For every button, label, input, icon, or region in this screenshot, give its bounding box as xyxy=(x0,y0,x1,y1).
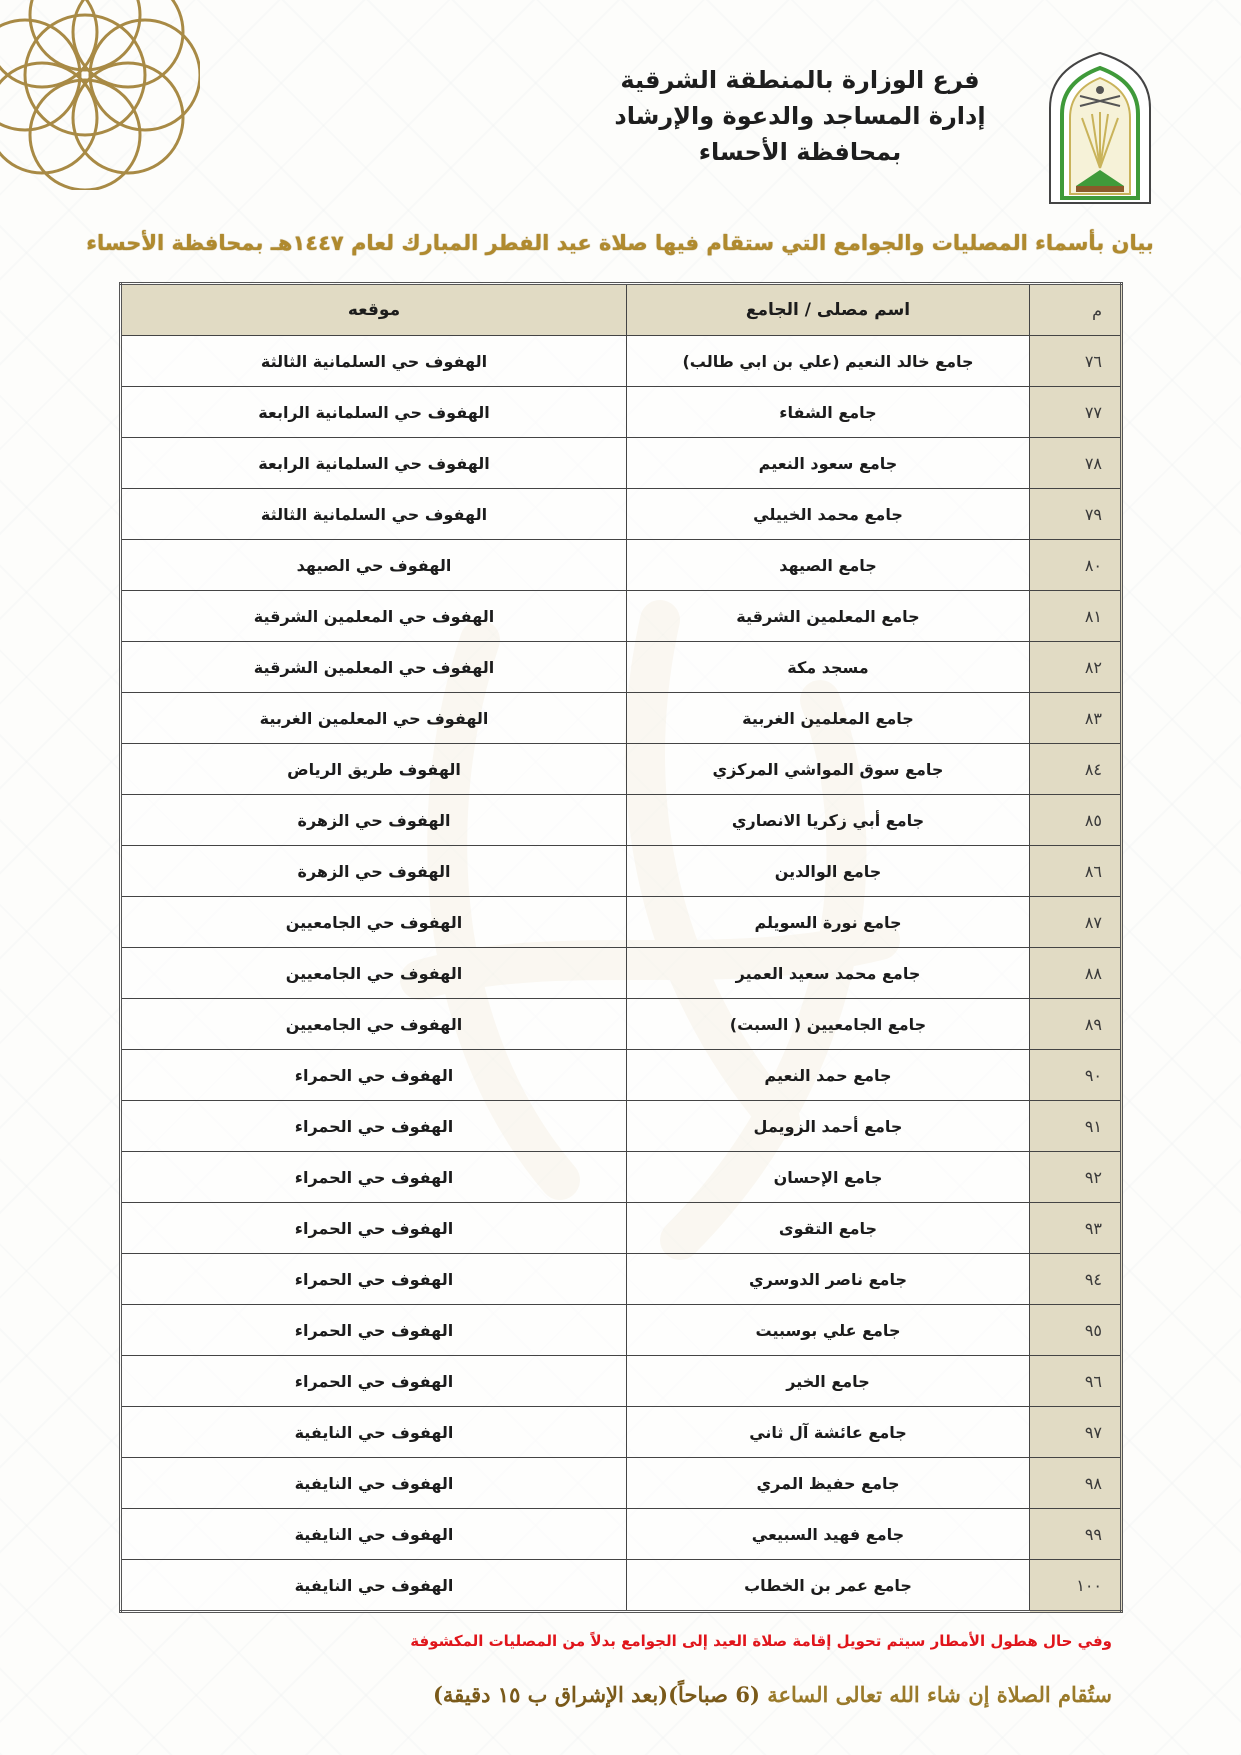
table-row xyxy=(121,591,1122,642)
row-number: ٩٥ xyxy=(1030,1305,1122,1356)
ministry-logo-icon xyxy=(1040,48,1160,208)
table-row xyxy=(121,1101,1122,1152)
table-row xyxy=(121,387,1122,438)
column-header-name: اسم مصلى / الجامع xyxy=(627,284,1030,336)
table-header-row xyxy=(121,284,1122,336)
table-row xyxy=(121,795,1122,846)
row-number: ٨٤ xyxy=(1030,744,1122,795)
column-header-number: م xyxy=(1030,284,1122,336)
row-number: ٩٠ xyxy=(1030,1050,1122,1101)
organization-header xyxy=(590,62,1010,170)
mosque-location: الهفوف حي السلمانية الرابعة xyxy=(121,387,627,438)
mosque-location: الهفوف حي الزهرة xyxy=(121,795,627,846)
table-row xyxy=(121,642,1122,693)
table-row xyxy=(121,1305,1122,1356)
table-row xyxy=(121,1356,1122,1407)
mosque-location: الهفوف حي الحمراء xyxy=(121,1356,627,1407)
table-row xyxy=(121,744,1122,795)
mosque-name: جامع أحمد الزويمل xyxy=(627,1101,1030,1152)
mosque-name: جامع علي بوسبيت xyxy=(627,1305,1030,1356)
mosque-location: الهفوف حي المعلمين الشرقية xyxy=(121,591,627,642)
row-number: ١٠٠ xyxy=(1030,1560,1122,1612)
row-number: ٨٨ xyxy=(1030,948,1122,999)
page-title: بيان بأسماء المصليات والجوامع التي ستقام فيها صلاة عيد الفطر المبارك لعام ١٤٤٧هـ بمحافظة الأحساء xyxy=(86,231,1154,255)
table-row xyxy=(121,948,1122,999)
mosque-location: الهفوف حي الحمراء xyxy=(121,1254,627,1305)
mosque-name: جامع الجامعيين ( السبت) xyxy=(627,999,1030,1050)
mosque-location: الهفوف حي الحمراء xyxy=(121,1101,627,1152)
row-number: ٧٧ xyxy=(1030,387,1122,438)
mosque-location: الهفوف حي الحمراء xyxy=(121,1050,627,1101)
table-row xyxy=(121,1254,1122,1305)
row-number: ٩١ xyxy=(1030,1101,1122,1152)
column-header-location: موقعه xyxy=(121,284,627,336)
mosque-name: جامع التقوى xyxy=(627,1203,1030,1254)
table-row xyxy=(121,336,1122,387)
mosque-name: جامع الوالدين xyxy=(627,846,1030,897)
org-line-governorate: بمحافظة الأحساء xyxy=(698,138,902,166)
row-number: ٩٢ xyxy=(1030,1152,1122,1203)
mosque-location: الهفوف حي النايفية xyxy=(121,1509,627,1560)
mosque-name: جامع محمد الخييلي xyxy=(627,489,1030,540)
mosque-location: الهفوف حي الجامعيين xyxy=(121,948,627,999)
mosque-location: الهفوف حي الحمراء xyxy=(121,1203,627,1254)
mosque-location: الهفوف حي المعلمين الغربية xyxy=(121,693,627,744)
prayer-time-hour: (6 صباحاً) xyxy=(668,1682,760,1707)
table-row xyxy=(121,540,1122,591)
mosque-name: جامع محمد سعيد العمير xyxy=(627,948,1030,999)
mosque-location: الهفوف طريق الرياض xyxy=(121,744,627,795)
row-number: ٨٦ xyxy=(1030,846,1122,897)
mosque-location: الهفوف حي الصيهد xyxy=(121,540,627,591)
row-number: ٨٣ xyxy=(1030,693,1122,744)
mosque-name: جامع عائشة آل ثاني xyxy=(627,1407,1030,1458)
mosque-name: جامع الصيهد xyxy=(627,540,1030,591)
row-number: ٧٩ xyxy=(1030,489,1122,540)
mosque-location: الهفوف حي السلمانية الرابعة xyxy=(121,438,627,489)
mosque-name: جامع عمر بن الخطاب xyxy=(627,1560,1030,1612)
row-number: ٨٩ xyxy=(1030,999,1122,1050)
ornament-rosette-icon xyxy=(0,0,200,190)
row-number: ٩٦ xyxy=(1030,1356,1122,1407)
mosque-name: جامع سوق المواشي المركزي xyxy=(627,744,1030,795)
mosques-table xyxy=(119,282,1123,1613)
org-line-ministry-branch: فرع الوزارة بالمنطقة الشرقية xyxy=(620,66,980,94)
table-row xyxy=(121,846,1122,897)
row-number: ٨٢ xyxy=(1030,642,1122,693)
table-row xyxy=(121,1560,1122,1612)
mosque-location: الهفوف حي النايفية xyxy=(121,1560,627,1612)
mosque-location: الهفوف حي النايفية xyxy=(121,1458,627,1509)
mosque-location: الهفوف حي الزهرة xyxy=(121,846,627,897)
row-number: ٨٧ xyxy=(1030,897,1122,948)
mosque-name: جامع المعلمين الشرقية xyxy=(627,591,1030,642)
mosque-location: الهفوف حي السلمانية الثالثة xyxy=(121,489,627,540)
mosque-location: الهفوف حي السلمانية الثالثة xyxy=(121,336,627,387)
table-row xyxy=(121,897,1122,948)
row-number: ٨٥ xyxy=(1030,795,1122,846)
org-line-department: إدارة المساجد والدعوة والإرشاد xyxy=(614,102,986,130)
table-row xyxy=(121,489,1122,540)
mosque-location: الهفوف حي النايفية xyxy=(121,1407,627,1458)
mosque-location: الهفوف حي المعلمين الشرقية xyxy=(121,642,627,693)
mosque-name: جامع فهيد السبيعي xyxy=(627,1509,1030,1560)
row-number: ٩٨ xyxy=(1030,1458,1122,1509)
table-row xyxy=(121,1203,1122,1254)
row-number: ٩٩ xyxy=(1030,1509,1122,1560)
prayer-time-notice xyxy=(130,1680,1112,1710)
mosque-location: الهفوف حي الجامعيين xyxy=(121,897,627,948)
row-number: ٩٣ xyxy=(1030,1203,1122,1254)
mosque-name: جامع نورة السويلم xyxy=(627,897,1030,948)
table-row xyxy=(121,693,1122,744)
mosque-name: جامع المعلمين الغربية xyxy=(627,693,1030,744)
table-row xyxy=(121,438,1122,489)
mosque-name: جامع حفيظ المري xyxy=(627,1458,1030,1509)
table-row xyxy=(121,1050,1122,1101)
table-row xyxy=(121,1458,1122,1509)
mosque-location: الهفوف حي الجامعيين xyxy=(121,999,627,1050)
mosque-name: جامع حمد النعيم xyxy=(627,1050,1030,1101)
mosque-name: جامع الخير xyxy=(627,1356,1030,1407)
row-number: ٩٧ xyxy=(1030,1407,1122,1458)
table-body xyxy=(121,336,1122,1612)
mosque-name: مسجد مكة xyxy=(627,642,1030,693)
table-row xyxy=(121,999,1122,1050)
mosque-name: جامع ناصر الدوسري xyxy=(627,1254,1030,1305)
mosque-location: الهفوف حي الحمراء xyxy=(121,1305,627,1356)
mosque-name: جامع أبي زكريا الانصاري xyxy=(627,795,1030,846)
prayer-time-after-sunrise: (بعد الإشراق ب ١٥ دقيقة) xyxy=(432,1682,669,1707)
mosque-name: جامع خالد النعيم (علي بن ابي طالب) xyxy=(627,336,1030,387)
table-row xyxy=(121,1407,1122,1458)
row-number: ٨١ xyxy=(1030,591,1122,642)
row-number: ٨٠ xyxy=(1030,540,1122,591)
row-number: ٩٤ xyxy=(1030,1254,1122,1305)
prayer-time-text: ستُقام الصلاة إن شاء الله تعالى الساعة xyxy=(759,1682,1112,1707)
mosque-name: جامع سعود النعيم xyxy=(627,438,1030,489)
row-number: ٧٦ xyxy=(1030,336,1122,387)
mosque-name: جامع الشفاء xyxy=(627,387,1030,438)
table-row xyxy=(121,1152,1122,1203)
mosque-name: جامع الإحسان xyxy=(627,1152,1030,1203)
table-row xyxy=(121,1509,1122,1560)
mosque-location: الهفوف حي الحمراء xyxy=(121,1152,627,1203)
row-number: ٧٨ xyxy=(1030,438,1122,489)
rain-notice: وفي حال هطول الأمطار سيتم تحويل إقامة صلاة العيد إلى الجوامع بدلاً من المصليات المكشوفة xyxy=(410,1632,1112,1650)
